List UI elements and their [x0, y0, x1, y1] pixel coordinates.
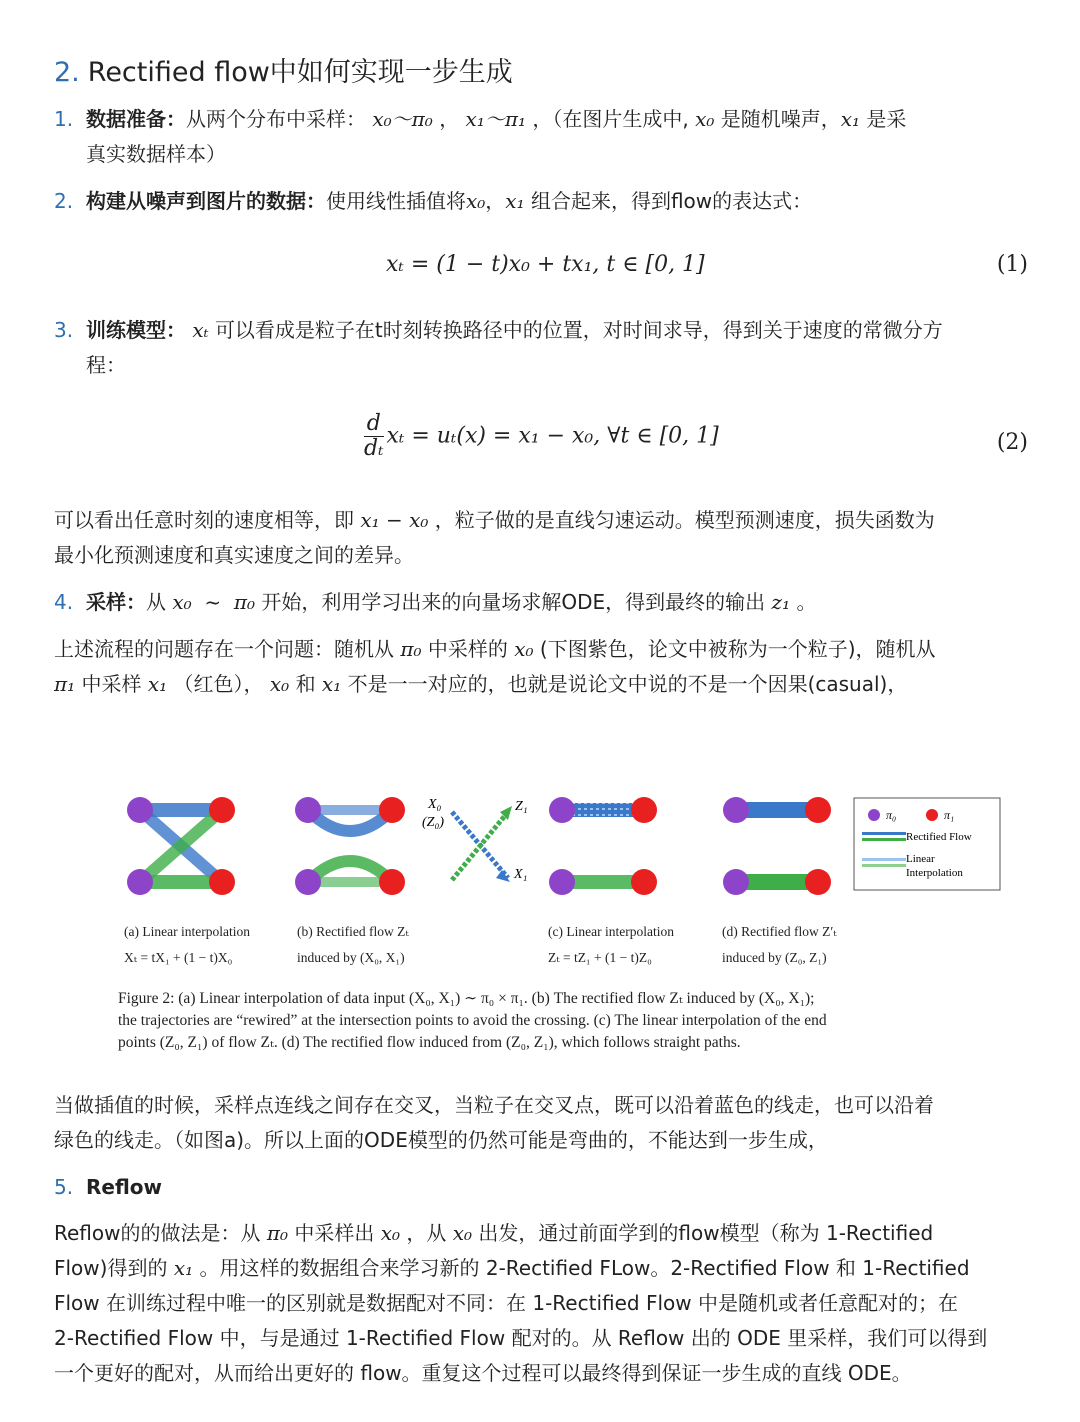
list-item-5 — [54, 1170, 1034, 1205]
panel-b — [295, 797, 405, 895]
list-item-1 — [54, 102, 1034, 172]
legend-linear: Linear — [906, 853, 935, 865]
math-inline: x₁ — [840, 107, 861, 131]
list-item-4: 4. 采样：从 x₀ ~ π₀ 开始，利用学习出来的向量场求解ODE，得到最终的输出 z₁ 。 — [54, 585, 1034, 620]
legend-pi0-swatch — [868, 809, 880, 821]
legend-interpolation: Interpolation — [906, 867, 963, 879]
caption-c-formula: Zₜ = tZ₁ + (1 − t)Z₀ — [548, 950, 652, 965]
item-number: 5. — [54, 1175, 74, 1199]
paragraph-reflow: Reflow的的做法是：从 π₀ 中采样出 x₀ ，从 x₀ 出发，通过前面学到的flow模型（称为 1-Rectified Flow)得到的 x₁ 。用这样的数据组合来学习新的 2-Rectified FLow。2-Rectified Flow 和 1-Rectified Flow 在训练过程中唯一的区别就是数据配对不同：在 1-Rectified Flow 中是随机或者任意配对的；在 2-Rectified Flow 中，与是通过 1-Rectified Flow 配对的。从 Reflow 出的 ODE 里采样，我们可以得到 一个更好的配对，从而给出更好的 flow。重复这个过程可以最终得到保证一步生成的直线 ODE。 — [54, 1221, 988, 1385]
item-text: ， — [439, 107, 460, 131]
equation-1: xₜ = (1 − t)x₀ + tx₁, t ∈ [0, 1] — [386, 252, 705, 277]
list-item-2 — [54, 184, 1034, 219]
item-label: 构建从噪声到图片的数据： — [86, 189, 326, 213]
math-inline: z₁ — [771, 590, 791, 614]
equation-2: $\frac{d}{\text{dₜ}}$ xₜ = uₜ(x) = x₁ − x₀, ∀t ∈ [0, 1] — [364, 411, 719, 461]
axis-label-z1: Z₁ — [515, 799, 528, 814]
caption-a-formula: Xₜ = tX₁ + (1 − t)X₀ — [124, 950, 233, 965]
pi1-cluster — [209, 869, 235, 895]
caption-c-title: (c) Linear interpolation — [548, 924, 674, 939]
math-inline: x₀ — [466, 189, 486, 213]
equation-2-number: (2) — [996, 430, 1028, 455]
pi1-cluster — [631, 797, 657, 823]
item-text: 使用线性插值将 — [326, 189, 466, 213]
legend-pi0: π₀ — [886, 808, 897, 822]
item-label: 采样： — [86, 590, 146, 614]
equation-1-number: (1) — [996, 252, 1028, 277]
section-heading — [54, 50, 513, 89]
math-inline: xₜ — [192, 318, 209, 342]
pi0-cluster — [295, 869, 321, 895]
figure-caption: Figure 2: (a) Linear interpolation of data input (X₀, X₁) ∼ π₀ × π₁. (b) The rectified flow Zₜ induced by (X₀, X₁); the trajectories are “rewired” at the intersection points to avoid the crossing. (c) The linear interpolation of the end points (Z₀, Z₁) of flow Zₜ. (d) The rectified flow induced from (Z₀, Z₁), which follows straight paths. — [118, 990, 827, 1051]
item-text: 从两个分布中采样： — [186, 107, 366, 131]
item-number: 3. — [54, 318, 74, 342]
math-inline: π₀ — [233, 590, 256, 614]
math-inline: x₀〜π₀ — [372, 107, 433, 131]
pi1-cluster — [209, 797, 235, 823]
math-inline: x₁ − x₀ — [360, 508, 429, 532]
pi1-cluster — [631, 869, 657, 895]
item-label: 训练模型： — [86, 318, 186, 342]
panel-d — [723, 797, 831, 895]
axis-label-x0: X₀ — [428, 797, 442, 812]
legend-pi1: π₁ — [944, 808, 955, 822]
math-inline: x₀ — [695, 107, 715, 131]
section-title: Rectified flow中如何实现一步生成 — [87, 57, 513, 88]
item-text: ，（在图片生成中, — [532, 107, 689, 131]
axis-label-z0: (Z₀) — [422, 815, 444, 830]
pi0-cluster — [295, 797, 321, 823]
pi0-cluster — [723, 797, 749, 823]
panel-c — [549, 797, 657, 895]
figure-legend — [854, 798, 1000, 890]
item-number: 1. — [54, 107, 74, 131]
pi0-cluster — [549, 797, 575, 823]
math-inline: x₀ — [172, 590, 192, 614]
paragraph-problem: 上述流程的问题存在一个问题：随机从 π₀ 中采样的 x₀ (下图紫色，论文中被称为一个粒子)，随机从 π₁ 中采样 x₁ （红色）， x₀ 和 x₁ 不是一一对应的，也就是说论文中说的不是一个因果(casual)， — [54, 637, 936, 696]
caption-b-formula: induced by (X₀, X₁) — [297, 950, 405, 965]
item-text: ， — [485, 189, 506, 213]
item-text-line2: 程： — [86, 353, 126, 377]
caption-a-title: (a) Linear interpolation — [124, 924, 250, 939]
caption-b-title: (b) Rectified flow Zₜ — [297, 924, 409, 939]
derivative-fraction: $\frac{d}{\text{dₜ}}$ — [364, 411, 384, 461]
item-number: 2. — [54, 189, 74, 213]
caption-d-formula: induced by (Z₀, Z₁) — [722, 950, 827, 965]
coordinate-arrows — [422, 797, 528, 882]
pi1-cluster — [805, 797, 831, 823]
item-label: 数据准备： — [86, 107, 186, 131]
paragraph-crossing: 当做插值的时候，采样点连线之间存在交叉，当粒子在交叉点，既可以沿着蓝色的线走，也可以沿着 绿色的线走。（如图a)。所以上面的ODE模型的仍然可能是弯曲的，不能达到一步生成， — [54, 1093, 934, 1152]
pi0-cluster — [549, 869, 575, 895]
pi1-cluster — [379, 797, 405, 823]
pi0-cluster — [127, 869, 153, 895]
legend-rectified-flow: Rectified Flow — [906, 831, 972, 843]
list-item-3 — [54, 313, 1034, 383]
item-number: 4. — [54, 590, 74, 614]
pi0-cluster — [127, 797, 153, 823]
pi1-cluster — [805, 869, 831, 895]
panel-a — [127, 797, 235, 895]
caption-d-title: (d) Rectified flow Z′ₜ — [722, 924, 837, 939]
item-text: 组合起来，得到flow的表达式： — [530, 189, 813, 213]
item-text: 可以看成是粒子在t时刻转换路径中的位置，对时间求导，得到关于速度的常微分方 — [214, 318, 943, 342]
item-text-line2: 真实数据样本） — [86, 142, 226, 166]
item-label: Reflow — [86, 1175, 163, 1199]
axis-label-x1: X₁ — [514, 867, 528, 882]
item-text: 是随机噪声， — [720, 107, 841, 131]
item-text: 是采 — [866, 107, 907, 131]
pi1-cluster — [379, 869, 405, 895]
math-inline: x₁〜π₁ — [465, 107, 527, 131]
section-number: 2. — [54, 57, 80, 88]
pi0-cluster — [723, 869, 749, 895]
paragraph-velocity: 可以看出任意时刻的速度相等，即 x₁ − x₀ ，粒子做的是直线匀速运动。模型预测速度，损失函数为 最小化预测速度和真实速度之间的差异。 — [54, 508, 935, 567]
legend-pi1-swatch — [926, 809, 938, 821]
math-inline: x₁ — [505, 189, 525, 213]
